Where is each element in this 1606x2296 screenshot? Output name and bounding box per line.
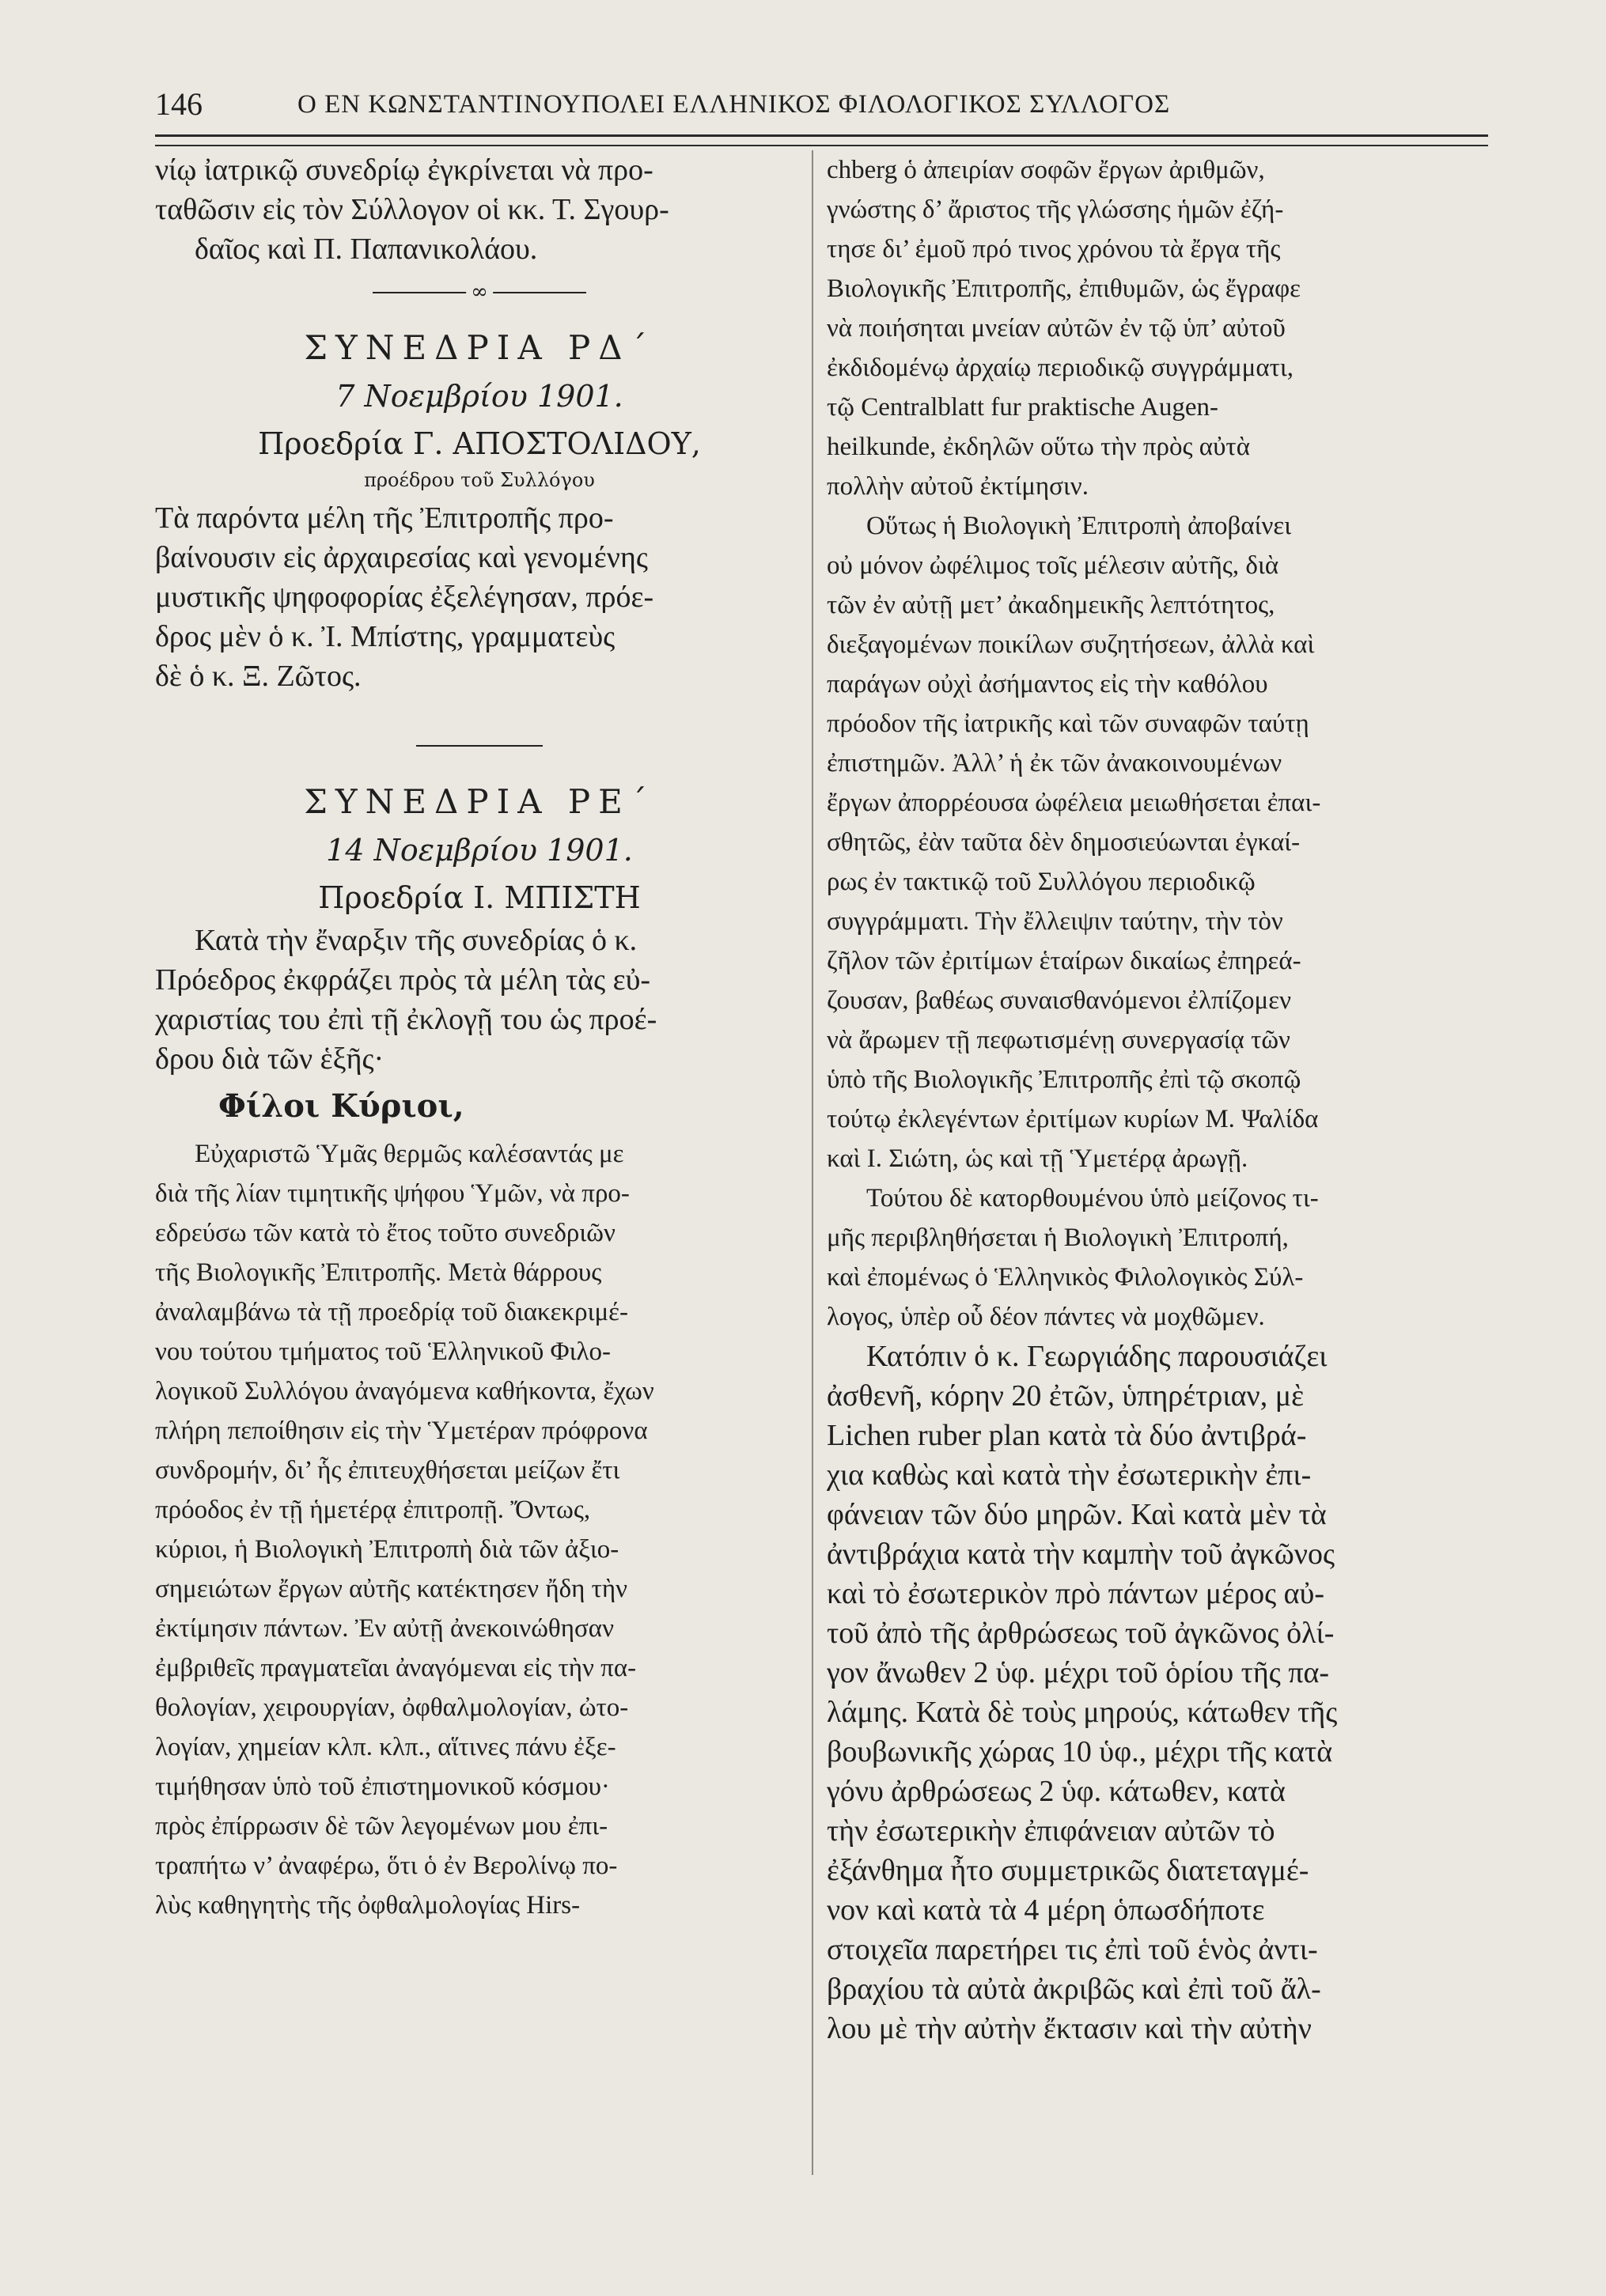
speech-line: Εὐχαριστῶ Ὑμᾶς θερμῶς καλέσαντάς με: [195, 1140, 624, 1168]
speech-line: πρόοδος ἐν τῇ ἡμετέρᾳ ἐπιτροπῇ. Ὄντως,: [155, 1496, 591, 1524]
speech-line: τιμήθησαν ὑπὸ τοῦ ἐπιστημονικοῦ κόσμου·: [155, 1772, 610, 1801]
session-presidency-sub: προέδρου τοῦ Συλλόγου: [364, 469, 595, 491]
speech-line: τραπήτω ν’ ἀναφέρω, ὅτι ὁ ἐν Βερολίνῳ πο-: [155, 1852, 618, 1880]
text-line: καὶ ἐπομένως ὁ Ἑλληνικὸς Φιλολογικὸς Σύλ-: [827, 1263, 1304, 1292]
text-line: νίῳ ἰατρικῷ συνεδρίῳ ἐγκρίνεται νὰ προ-: [155, 153, 653, 187]
speech-line: νου τούτου τμήματος τοῦ Ἑλληνικοῦ Φιλο-: [155, 1337, 612, 1366]
session-title: ΣΥΝΕΔΡΙΑ ΡΔ΄: [304, 328, 655, 367]
text-line: διεξαγομένων ποικίλων συζητήσεων, ἀλλὰ καὶ: [827, 630, 1315, 659]
speech-line: λογίαν, χημείαν κλπ. κλπ., αἵτινες πάνυ ἐξε-: [155, 1733, 616, 1761]
section-ornament: [373, 280, 586, 304]
text-line: δαῖος καὶ Π. Παπανικολάου.: [195, 233, 538, 266]
text-line: μυστικῆς ψηφοφορίας ἐξελέγησαν, πρόε-: [155, 581, 654, 614]
speech-line: συνδρομήν, δι’ ἧς ἐπιτευχθήσεται μείζων ἔτι: [155, 1456, 620, 1485]
text-line: ἔργων ἀπορρέουσα ὠφέλεια μειωθήσεται ἐπαι-: [827, 789, 1321, 817]
speech-line: ἀναλαμβάνω τὰ τῇ προεδρίᾳ τοῦ διακεκριμέ-: [155, 1298, 629, 1326]
text-line: λου μὲ τὴν αὐτὴν ἔκτασιν καὶ τὴν αὐτὴν: [827, 2012, 1312, 2045]
text-line: χια καθὼς καὶ κατὰ τὴν ἐσωτερικὴν ἐπι-: [827, 1458, 1312, 1492]
speech-line: λογικοῦ Συλλόγου ἀναγόμενα καθήκοντα, ἔχων: [155, 1377, 654, 1405]
text-line: Lichen ruber plan κατὰ τὰ δύο ἀντιβρά-: [827, 1419, 1307, 1452]
text-line: ἐπιστημῶν. Ἀλλ’ ἡ ἐκ τῶν ἀνακοινουμένων: [827, 749, 1282, 777]
speech-block: [155, 1134, 804, 1925]
session-date: 7 Νοεμβρίου 1901.: [335, 379, 623, 414]
section-rule: [416, 745, 543, 747]
text-line: νον καὶ κατὰ τὰ 4 μέρη ὁπωσδήποτε: [827, 1893, 1265, 1927]
speech-line: πλήρη πεποίθησιν εἰς τὴν Ὑμετέραν πρόφρονα: [155, 1417, 648, 1445]
speech-line: σημειώτων ἔργων αὐτῆς κατέκτησεν ἤδη τὴν: [155, 1575, 628, 1603]
paragraph-honour: [827, 1178, 1488, 1337]
right-column: [827, 150, 1488, 2048]
speech-line: θολογίαν, χειρουργίαν, ὀφθαλμολογίαν, ὠτο-: [155, 1693, 629, 1722]
speech-line: ἐμβριθεῖς πραγματεῖαι ἀναγόμεναι εἰς τὴν πα-: [155, 1654, 637, 1682]
column-divider: [812, 150, 813, 2175]
text-line: δρος μὲν ὁ κ. Ἰ. Μπίστης, γραμματεὺς: [155, 620, 616, 653]
text-line: λάμης. Κατὰ δὲ τοὺς μηρούς, κάτωθεν τῆς: [827, 1696, 1338, 1729]
text-line: ἀσθενῆ, κόρην 20 ἐτῶν, ὑπηρέτριαν, μὲ: [827, 1379, 1305, 1413]
text-line: σθητῶς, ἐὰν ταῦτα δὲν δημοσιεύωνται ἐγκαί-: [827, 828, 1301, 857]
text-line: φάνειαν τῶν δύο μηρῶν. Καὶ κατὰ μὲν τὰ: [827, 1498, 1327, 1531]
text-line: βαίνουσιν εἰς ἀρχαιρεσίας καὶ γενομένης: [155, 541, 648, 574]
text-line: ταθῶσιν εἰς τὸν Σύλλογον οἱ κκ. Τ. Σγουρ-: [155, 193, 669, 226]
paragraph-hirschberg: [827, 150, 1488, 506]
text-line: Τὰ παρόντα μέλη τῆς Ἐπιτροπῆς προ-: [155, 501, 614, 535]
text-line: τῶν ἐν αὐτῇ μετ’ ἀκαδημεικῆς λεπτότητος,: [827, 591, 1275, 619]
speech-line: εδρεύσω τῶν κατὰ τὸ ἔτος τοῦτο συνεδριῶν: [155, 1219, 616, 1247]
text-line: γνώστης δ’ ἄριστος τῆς γλώσσης ἡμῶν ἐζή-: [827, 195, 1284, 224]
paragraph-biological-committee: [827, 506, 1488, 1178]
running-title: Ο ΕΝ ΚΩΝΣΤΑΝΤΙΝΟΥΠΟΛΕΙ ΕΛΛΗΝΙΚΟΣ ΦΙΛΟΛΟΓΙΚΟΣ ΣΥΛΛΟΓΟΣ: [297, 90, 1171, 119]
text-line: τησε δι’ ἐμοῦ πρό τινος χρόνου τὰ ἔργα τῆς: [827, 235, 1281, 263]
text-line: Πρόεδρος ἐκφράζει πρὸς τὰ μέλη τὰς εὐ-: [155, 963, 651, 997]
session-presidency: Προεδρία Γ. ΑΠΟΣΤΟΛΙΔΟΥ,: [258, 426, 701, 461]
session-date: 14 Νοεμβρίου 1901.: [326, 833, 633, 868]
text-line: ὑπὸ τῆς Βιολογικῆς Ἐπιτροπῆς ἐπὶ τῷ σκοπῷ: [827, 1065, 1301, 1094]
text-line: τοῦ ἀπὸ τῆς ἀρθρώσεως τοῦ ἀγκῶνος ὀλί-: [827, 1617, 1335, 1650]
left-column: [155, 150, 804, 1925]
text-line: παράγων οὐχὶ ἀσήμαντος εἰς τὴν καθόλου: [827, 670, 1268, 698]
salutation: Φίλοι Κύριοι,: [218, 1087, 464, 1125]
text-line: πολλὴν αὐτοῦ ἐκτίμησιν.: [827, 472, 1089, 501]
session-presidency: Προεδρία Ι. ΜΠΙΣΤΗ: [318, 880, 641, 915]
text-line: ζουσαν, βαθέως συναισθανόμενοι ἐλπίζομεν: [827, 986, 1291, 1015]
text-line: γον ἄνωθεν 2 ὑφ. μέχρι τοῦ ὁρίου τῆς πα-: [827, 1656, 1330, 1689]
text-line: καὶ τὸ ἐσωτερικὸν πρὸ πάντων μέρος αὐ-: [827, 1577, 1325, 1610]
paragraph-case-report: [827, 1337, 1488, 2048]
text-line: οὐ μόνον ὠφέλιμος τοῖς μέλεσιν αὐτῆς, διὰ: [827, 551, 1279, 580]
text-line: βουβωνικῆς χώρας 10 ὑφ., μέχρι τῆς κατὰ: [827, 1735, 1333, 1768]
speech-line: κύριοι, ἡ Βιολογικὴ Ἐπιτροπὴ διὰ τῶν ἀξιο-: [155, 1535, 619, 1564]
ornament-glyph: ∞: [466, 280, 493, 304]
text-line: ἐκδιδομένῳ ἀρχαίῳ περιοδικῷ συγγράμματι,: [827, 354, 1294, 382]
text-line: Βιολογικῆς Ἐπιτροπῆς, ἐπιθυμῶν, ὡς ἔγραφε: [827, 274, 1301, 303]
text-line: τὴν ἐσωτερικὴν ἐπιφάνειαν αὐτῶν τὸ: [827, 1814, 1275, 1848]
text-line: βραχίου τὰ αὐτὰ ἀκριβῶς καὶ ἐπὶ τοῦ ἄλ-: [827, 1973, 1321, 2006]
speech-line: διὰ τῆς λίαν τιμητικῆς ψήφου Ὑμῶν, νὰ προ-: [155, 1179, 630, 1208]
text-line: καὶ Ι. Σιώτη, ὡς καὶ τῇ Ὑμετέρᾳ ἀρωγῇ.: [827, 1144, 1248, 1173]
text-line: ρως ἐν τακτικῷ τοῦ Συλλόγου περιοδικῷ: [827, 868, 1256, 896]
text-line: Κατόπιν ὁ κ. Γεωργιάδης παρουσιάζει: [866, 1340, 1328, 1373]
text-line: συγγράμματι. Τὴν ἔλλειψιν ταύτην, τὴν τὸν: [827, 907, 1283, 936]
speech-line: λὺς καθηγητὴς τῆς ὀφθαλμολογίας Hirs-: [155, 1891, 581, 1920]
speech-line: τῆς Βιολογικῆς Ἐπιτροπῆς. Μετὰ θάρρους: [155, 1258, 602, 1287]
text-line: Τούτου δὲ κατορθουμένου ὑπὸ μείζονος τι-: [866, 1184, 1319, 1212]
header-double-rule: [155, 134, 1488, 146]
text-line: Οὕτως ἡ Βιολογικὴ Ἐπιτροπὴ ἀποβαίνει: [866, 512, 1292, 540]
speech-line: ἐκτίμησιν πάντων. Ἐν αὐτῇ ἀνεκοινώθησαν: [155, 1614, 614, 1643]
text-line: τῷ Centralblatt fur praktische Augen-: [827, 393, 1218, 422]
text-line: χαριστίας του ἐπὶ τῇ ἐκλογῇ του ὡς προέ-: [155, 1003, 657, 1036]
text-line: ἐξάνθημα ἦτο συμμετρικῶς διατεταγμέ-: [827, 1854, 1309, 1887]
text-line: δὲ ὁ κ. Ξ. Ζῶτος.: [155, 660, 362, 693]
text-line: heilkunde, ἐκδηλῶν οὕτω τὴν πρὸς αὐτὰ: [827, 433, 1250, 461]
page-number: 146: [155, 86, 203, 122]
text-line: πρόοδον τῆς ἰατρικῆς καὶ τῶν συναφῶν ταύτῃ: [827, 709, 1309, 738]
text-line: τούτῳ ἐκλεγέντων ἐριτίμων κυρίων Μ. Ψαλίδα: [827, 1105, 1319, 1133]
text-line: γόνυ ἀρθρώσεως 2 ὑφ. κάτωθεν, κατὰ: [827, 1775, 1286, 1808]
text-line: ζῆλον τῶν ἐριτίμων ἑταίρων δικαίως ἐπηρεά-: [827, 947, 1301, 975]
text-line: Κατὰ τὴν ἔναρξιν τῆς συνεδρίας ὁ κ.: [195, 924, 638, 957]
session-title: ΣΥΝΕΔΡΙΑ ΡΕ΄: [304, 782, 655, 821]
text-line: νὰ ποιήσηται μνείαν αὐτῶν ἐν τῷ ὑπ’ αὐτοῦ: [827, 314, 1286, 342]
speech-line: πρὸς ἐπίρρωσιν δὲ τῶν λεγομένων μου ἐπι-: [155, 1812, 608, 1840]
text-line: chberg ὁ ἀπειρίαν σοφῶν ἔργων ἀριθμῶν,: [827, 156, 1265, 184]
text-line: δρου διὰ τῶν ἑξῆς·: [155, 1042, 384, 1076]
running-head: [155, 85, 1488, 133]
text-line: μῆς περιβληθήσεται ἡ Βιολογικὴ Ἐπιτροπή,: [827, 1224, 1289, 1252]
text-line: λογος, ὑπὲρ οὗ δέον πάντες νὰ μοχθῶμεν.: [827, 1303, 1265, 1331]
text-line: στοιχεῖα παρετήρει τις ἐπὶ τοῦ ἑνὸς ἀντι-: [827, 1933, 1318, 1966]
text-line: νὰ ἄρωμεν τῇ πεφωτισμένῃ συνεργασίᾳ τῶν: [827, 1026, 1290, 1054]
text-line: ἀντιβράχια κατὰ τὴν καμπὴν τοῦ ἀγκῶνος: [827, 1538, 1335, 1571]
